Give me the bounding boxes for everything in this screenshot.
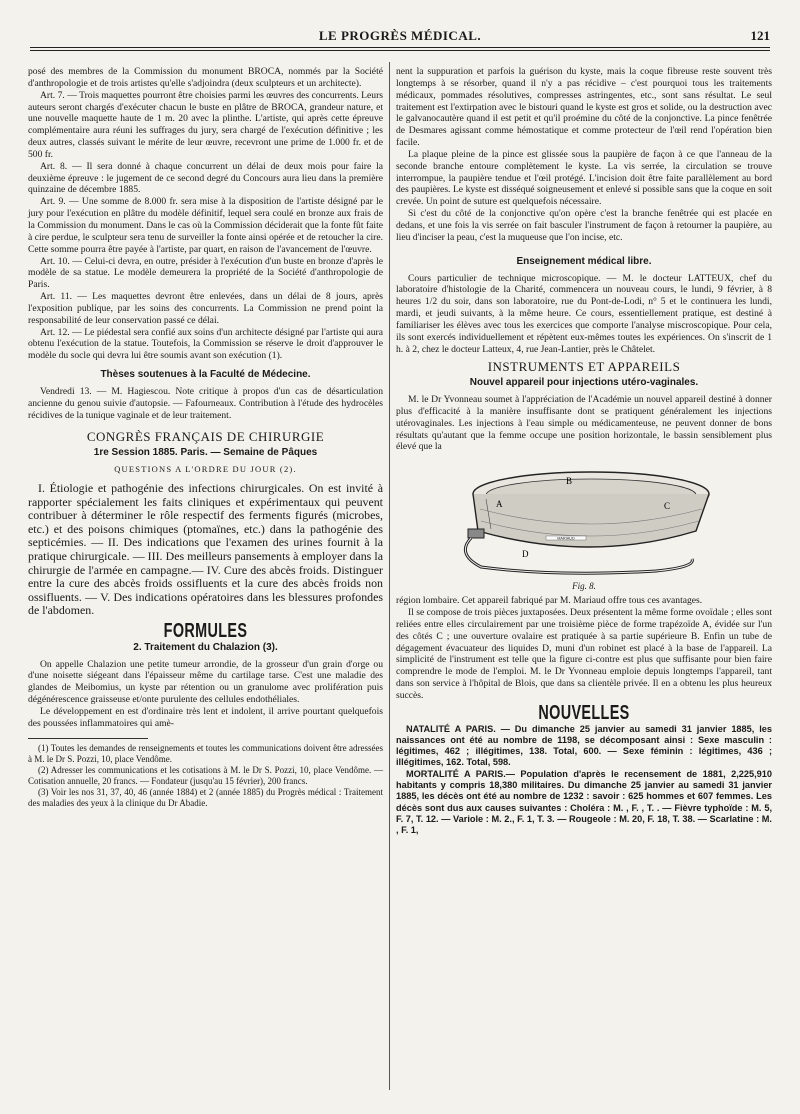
paragraph: région lombaire. Cet appareil fabriqué par M. Mariaud offre tous ces avantages.	[396, 595, 703, 607]
header-rule-double	[30, 50, 770, 51]
footnote: (3) Voir les nos 31, 37, 40, 46 (année 1884) et 2 (année 1885) du Progrès médical : Traitement des maladies des yeux à la clinique du Dr Abadie.	[28, 786, 383, 808]
footnote: (2) Adresser les communications et les cotisations à M. le Dr S. Pozzi, 10, place Vendôme. — Cotisation annuelle, 20 francs. — Fondateur (jusqu'au 15 février), 200 francs.	[28, 764, 383, 786]
footnote-rule	[28, 738, 148, 739]
paragraph: Si c'est du côté de la conjonctive qu'on opère c'est la branche fenêtrée qui est placée en dedans, et une fois la vis serrée on fait basculer l'instrument de façon à retourner la paupière, au lieu d'inciser la peau, c'est la muqueuse que l'on incise, etc.	[396, 208, 772, 243]
injection-apparatus-illustration	[396, 459, 772, 579]
footnotes	[28, 743, 383, 809]
congres-questions	[28, 482, 383, 618]
figure-appareil	[396, 459, 772, 579]
label-a: A	[496, 499, 503, 510]
session-line: 1re Session 1885. Paris. — Semaine de Pâques	[93, 447, 318, 459]
congres-text: I. Étiologie et pathogénie des infections chirurgicales. On est invité à rapporter spécialement les faits cliniques et expérimentaux qui peuvent contribuer à déterminer le rôle respectif des ferments figurés (microbes, etc.) et des poisons chimiques (ptomaïnes, etc.) dans la pathogénie des septicémies. — II. Des indications que l'examen des urines fournit à la pratique chirurgicale. — III. Des meilleurs pansements à employer dans la chirurgie de l'armée en campagne.— IV. Cure des abcès froids. Distinguer entre la cure des abcès froids ossifluents et la cure des abcès froids non ossifluents. — V. Des indications opératoires dans les blessures profondes de l'abdomen.	[28, 481, 383, 618]
paragraph: nent la suppuration et parfois la guérison du kyste, mais la coque fibreuse reste souvent très longtemps à se résorber, quand il n'y a pas récidive – c'est pourquoi tous les traitements médicaux, pommades résolutives, compresses astringentes, etc., sont sans résultat. Le seul traitement est l'extirpation avec le bistouri quand le kyste est gros et solide, ou la destruction avec le galvanocautère quand il est petit et qu'il proémine du côté de la conjonctive. La pince fenêtrée de Desmares agissant comme hémostatique et comme protecteur de l'œil rend l'opération bien facile.	[396, 66, 772, 149]
paragraph: Art. 12. — Le piédestal sera confié aux soins d'un architecte désigné par l'artiste qui aura obtenu l'exécution de la statue. Toutefois, la Commission se réserve le droit d'approuver le modèle du socle qui devra lui être soumis avant son exécution (1).	[28, 326, 383, 362]
enseignement-heading: Enseignement médical libre.	[516, 255, 652, 267]
theses-heading: Thèses soutenues à la Faculté de Médecine.	[100, 369, 311, 381]
instruments-text: M. le Dr Yvonneau soumet à l'appréciation de l'Académie un nouvel appareil destiné à donner plus d'efficacité à la manière insuffisante dont se pratiquent généralement les injections utérovaginales. Les injections à l'eau simple ou médicamenteuse, ne peuvent donner de bons résultats qu'autant que la femme occupe une position horizontale, le bassin sensiblement plus élevé que la	[396, 394, 772, 453]
formule-subheading: 2. Traitement du Chalazion (3).	[133, 641, 278, 653]
congres-heading: CONGRÈS FRANÇAIS DE CHIRURGIE	[86, 429, 325, 445]
paragraph: posé des membres de la Commission du monument BROCA, nommés par la Société d'anthropologie et de trois artistes qu'elle s'adjoindra (deux sculpteurs et un architecte).	[28, 66, 383, 89]
running-header	[30, 28, 770, 44]
maker-stamp: MARIAUD	[557, 536, 575, 541]
footnote: (1) Toutes les demandes de renseignements et toutes les communications doivent être adressées à M. le Dr S. Pozzi, 10, place Vendôme.	[28, 742, 383, 764]
page-number: 121	[750, 28, 770, 43]
paragraph: Le développement en est d'ordinaire très lent et indolent, il arrive pourtant quelquefois des poussées inflammatoires qui amè-	[28, 706, 383, 729]
paragraph: Il se compose de trois pièces juxtaposées. Deux présentent la même forme ovoïdale ; elles sont reliées entre elles circulairement par une troisième pièce de forme trapézoïde A, évidée sur l'un des côtés C ; une ouverture ovalaire est pratiquée à sa partie supérieure B. Enfin un tube de dégagement évacuateur des liquides D, muni d'un robinet est placé à la base de l'appareil. La simplicité de l'instrument est telle que la figure ci-contre est plus que suffisante pour bien faire comprendre le mode de l'emploi. M. le Dr Yvonneau emploie depuis longtemps l'appareil, tant dans son service à l'hôpital de Blois, que dans sa clientèle privée. Il en a obtenu les plus heureux succès.	[396, 607, 772, 701]
figure-caption: Fig. 8.	[572, 581, 596, 592]
nouvelles-item: MORTALITÉ A PARIS.— Population d'après le recensement de 1881, 2,225,910 habitants y compris 18,380 militaires. Du dimanche 25 janvier au samedi 31 janvier 1885, les décès ont été au nombre de 1232 : savoir : 625 hommes et 607 femmes. Les décès sont dus aux causes suivantes : Choléra : M. , F. , T. . — Fièvre typhoïde : M. 5, F. 7, T. 12. — Variole : M. 2., F. 1, T. 3. — Rougeole : M. 20, F. 18, T. 38. — Scarlatine : M. , F. 1,	[396, 768, 772, 836]
column-divider	[389, 62, 390, 1090]
paragraph: Art. 7. — Trois maquettes pourront être choisies parmi les œuvres des concurrents. Leurs auteurs seront chargés d'exécuter chacun le buste en plâtre de BROCA, grandeur nature, et une nouvelle maquette haute de 1 m. 20 avec la plinthe. L'artiste, qui après cette épreuve complémentaire aura réuni les suffrages du jury, sera chargé de l'exécution définitive ; les deux autres, classés suivant le mérite de leur œuvre, recevront une prime de 1.000 fr. et de 500 fr.	[28, 89, 383, 160]
right-column	[396, 66, 772, 837]
label-c: C	[664, 501, 671, 512]
instruments-heading: INSTRUMENTS ET APPAREILS	[487, 359, 681, 375]
left-column	[28, 66, 383, 809]
theses-text: Vendredi 13. — M. Hagiescou. Note critique à propos d'un cas de désarticulation ancienne du genou suivie d'autopsie. — Fafourneaux. Contribution à l'étude des hydrocèles récidives de la tunique vaginale et de leur traitement.	[28, 385, 383, 421]
label-b: B	[566, 476, 573, 487]
paragraph: Art. 9. — Une somme de 8.000 fr. sera mise à la disposition de l'artiste désigné par le jury pour l'exécution en plâtre du modèle définitif, lequel sera coulé en bronze aux frais de la Commission du monument. Dans le cas où la Commission déciderait que la fonte fût faite à cire perdue, le sculpteur sera tenu de surveiller la fonte ainsi opérée et de retoucher la cire. Cette somme pourra être payée à l'artiste, par quart, en raison de l'avancement de l'œuvre.	[28, 196, 383, 255]
nouvelles-heading: NOUVELLES	[538, 701, 630, 724]
header-rule	[30, 47, 770, 48]
paragraph: Art. 8. — Il sera donné à chaque concurrent un délai de deux mois pour faire la deuxième épreuve : le jugement de ce second degré du Concours aura lieu dans la première quinzaine de décembre 1885.	[28, 160, 383, 196]
nouvelles-item: NATALITÉ A PARIS. — Du dimanche 25 janvier au samedi 31 janvier 1885, les naissances ont été au nombre de 1198, se décomposant ainsi : Sexe masculin : légitimes, 462 ; illégitimes, 138. Total, 600. — Sexe féminin : légitimes, 436 ; illégitimes, 162. Total, 598.	[396, 723, 772, 768]
instruments-subheading: Nouvel appareil pour injections utéro-vaginales.	[469, 377, 699, 389]
enseignement-text: Cours particulier de technique microscopique. — M. le docteur LATTEUX, chef du laboratoire d'histologie de la Charité, commencera un nouveau cours, le lundi, 9 février, à 8 heures 1/2 du soir, dans son laboratoire, rue du Pont-de-Lodi, n° 5 et le continuera les lundi, mardi, et jeudi suivants, à la même heure. Ce cours, essentiellement pratique, est destiné à familiariser les élèves avec tous les exercices que comporte l'analyse miscroscopique. Pour cela, ils sont exercés individuellement et répètent eux-mêmes toutes les expériences. On s'inscrit de 1 h. à 2, chez le docteur Latteux, 4, rue Jean-Lantier, près le Châtelet.	[396, 272, 772, 355]
questions-heading: QUESTIONS A L'ORDRE DU JOUR (2).	[114, 464, 297, 475]
paragraph: On appelle Chalazion une petite tumeur arrondie, de la grosseur d'un grain d'orge ou d'une noisette siégeant dans l'épaisseur même du cartilage tarse. C'est une maladie des glandes de Meibomius, un kyste par rétention ou un granulome avec prolifération puis dégénérescence graisseuse et/onte purulente des cellules endothéliales.	[28, 658, 383, 706]
paragraph: Art. 10. — Celui-ci devra, en outre, présider à l'exécution d'un buste en bronze d'après le modèle de sa statue. Le modèle demeurera la propriété de la Société d'anthropologie de Paris.	[28, 255, 383, 291]
journal-title: LE PROGRÈS MÉDICAL.	[318, 28, 482, 43]
paragraph: La plaque pleine de la pince est glissée sous la paupière de façon à ce que l'anneau de la seconde branche entoure complètement le kyste. La vis serrée, la circulation se trouve interrompue, la paupière tendue et l'œil protégé. L'incision doit être faite parallèlement au bord des paupières. Le kyste est disséqué soigneusement et enlevé si possible sans que la coque en soit crevée. Un point de suture est quelquefois nécessaire.	[396, 148, 772, 208]
paragraph: Art. 11. — Les maquettes devront être enlevées, dans un délai de 8 jours, après l'exposition publique, par les soins des concurrents. La Commission ne prend point la responsabilité de leur conservation passé ce délai.	[28, 291, 383, 326]
nouvelles-block	[396, 724, 772, 837]
formules-heading: FORMULES	[163, 619, 248, 642]
label-d: D	[522, 549, 529, 560]
